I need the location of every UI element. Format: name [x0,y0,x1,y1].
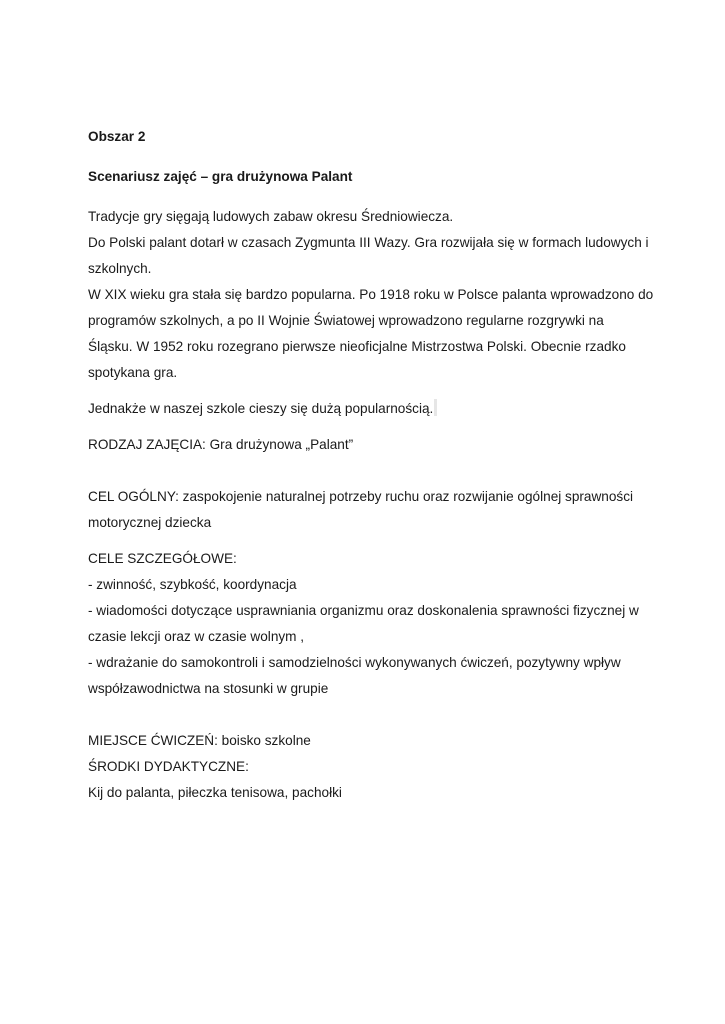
detailed-goal-line: - wdrażanie do samokontroli i samodzielności wykonywanych ćwiczeń, pozytywny wpływ [88,655,621,670]
history-line: Do Polski palant dotarł w czasach Zygmunta III Wazy. Gra rozwijała się w formach ludowych i [88,235,649,250]
spacer [88,422,648,432]
activity-type: RODZAJ ZAJĘCIA: Gra drużynowa „Palant” [88,437,354,452]
detailed-goals-heading: CELE SZCZEGÓŁOWE: [88,551,237,566]
spacer [88,458,648,484]
history-line: Śląsku. W 1952 roku rozegrano pierwsze nieoficjalne Mistrzostwa Polski. Obecnie rzadko [88,339,626,354]
area-heading: Obszar 2 [88,129,146,144]
spacer [88,702,648,728]
history-paragraph [88,204,654,386]
detailed-goals-list [88,572,648,702]
history-line: programów szkolnych, a po II Wojnie Światowej wprowadzono regularne rozgrywki na [88,313,604,328]
school-popularity-text [88,396,648,422]
general-goal-line: CEL OGÓLNY: zaspokojenie naturalnej potrzeby ruchu oraz rozwijanie ogólnej sprawności [88,489,634,504]
text-cursor-highlight [434,399,437,416]
detailed-goal-line: współzawodnictwa na stosunki w grupie [88,681,329,696]
general-goal-line: motorycznej dziecka [88,515,212,530]
detailed-goal-line: czasie lekcji oraz w czasie wolnym , [88,629,305,644]
scenario-heading: Scenariusz zajęć – gra drużynowa Palant [88,169,353,184]
teaching-aids-heading: ŚRODKI DYDAKTYCZNE: [88,759,249,774]
history-line: W XIX wieku gra stała się bardzo popularna. Po 1918 roku w Polsce palanta wprowadzono do [88,287,654,302]
spacer [88,150,648,164]
location: MIEJSCE ĆWICZEŃ: boisko szkolne [88,733,311,748]
school-popularity-sentence: Jednakże w naszej szkole cieszy się dużą popularnością. [88,401,434,416]
general-goal [88,484,648,536]
history-line: szkolnych. [88,261,152,276]
spacer [88,386,648,396]
history-line: spotykana gra. [88,365,178,380]
history-line: Tradycje gry sięgają ludowych zabaw okresu Średniowiecza. [88,209,454,224]
detailed-goal-line: - wiadomości dotyczące usprawniania organizmu oraz doskonalenia sprawności fizycznej w [88,603,639,618]
detailed-goal-line: - zwinność, szybkość, koordynacja [88,577,297,592]
spacer [88,536,648,546]
spacer [88,190,648,204]
teaching-aids: Kij do palanta, piłeczka tenisowa, pachołki [88,785,342,800]
document-page [88,124,654,806]
